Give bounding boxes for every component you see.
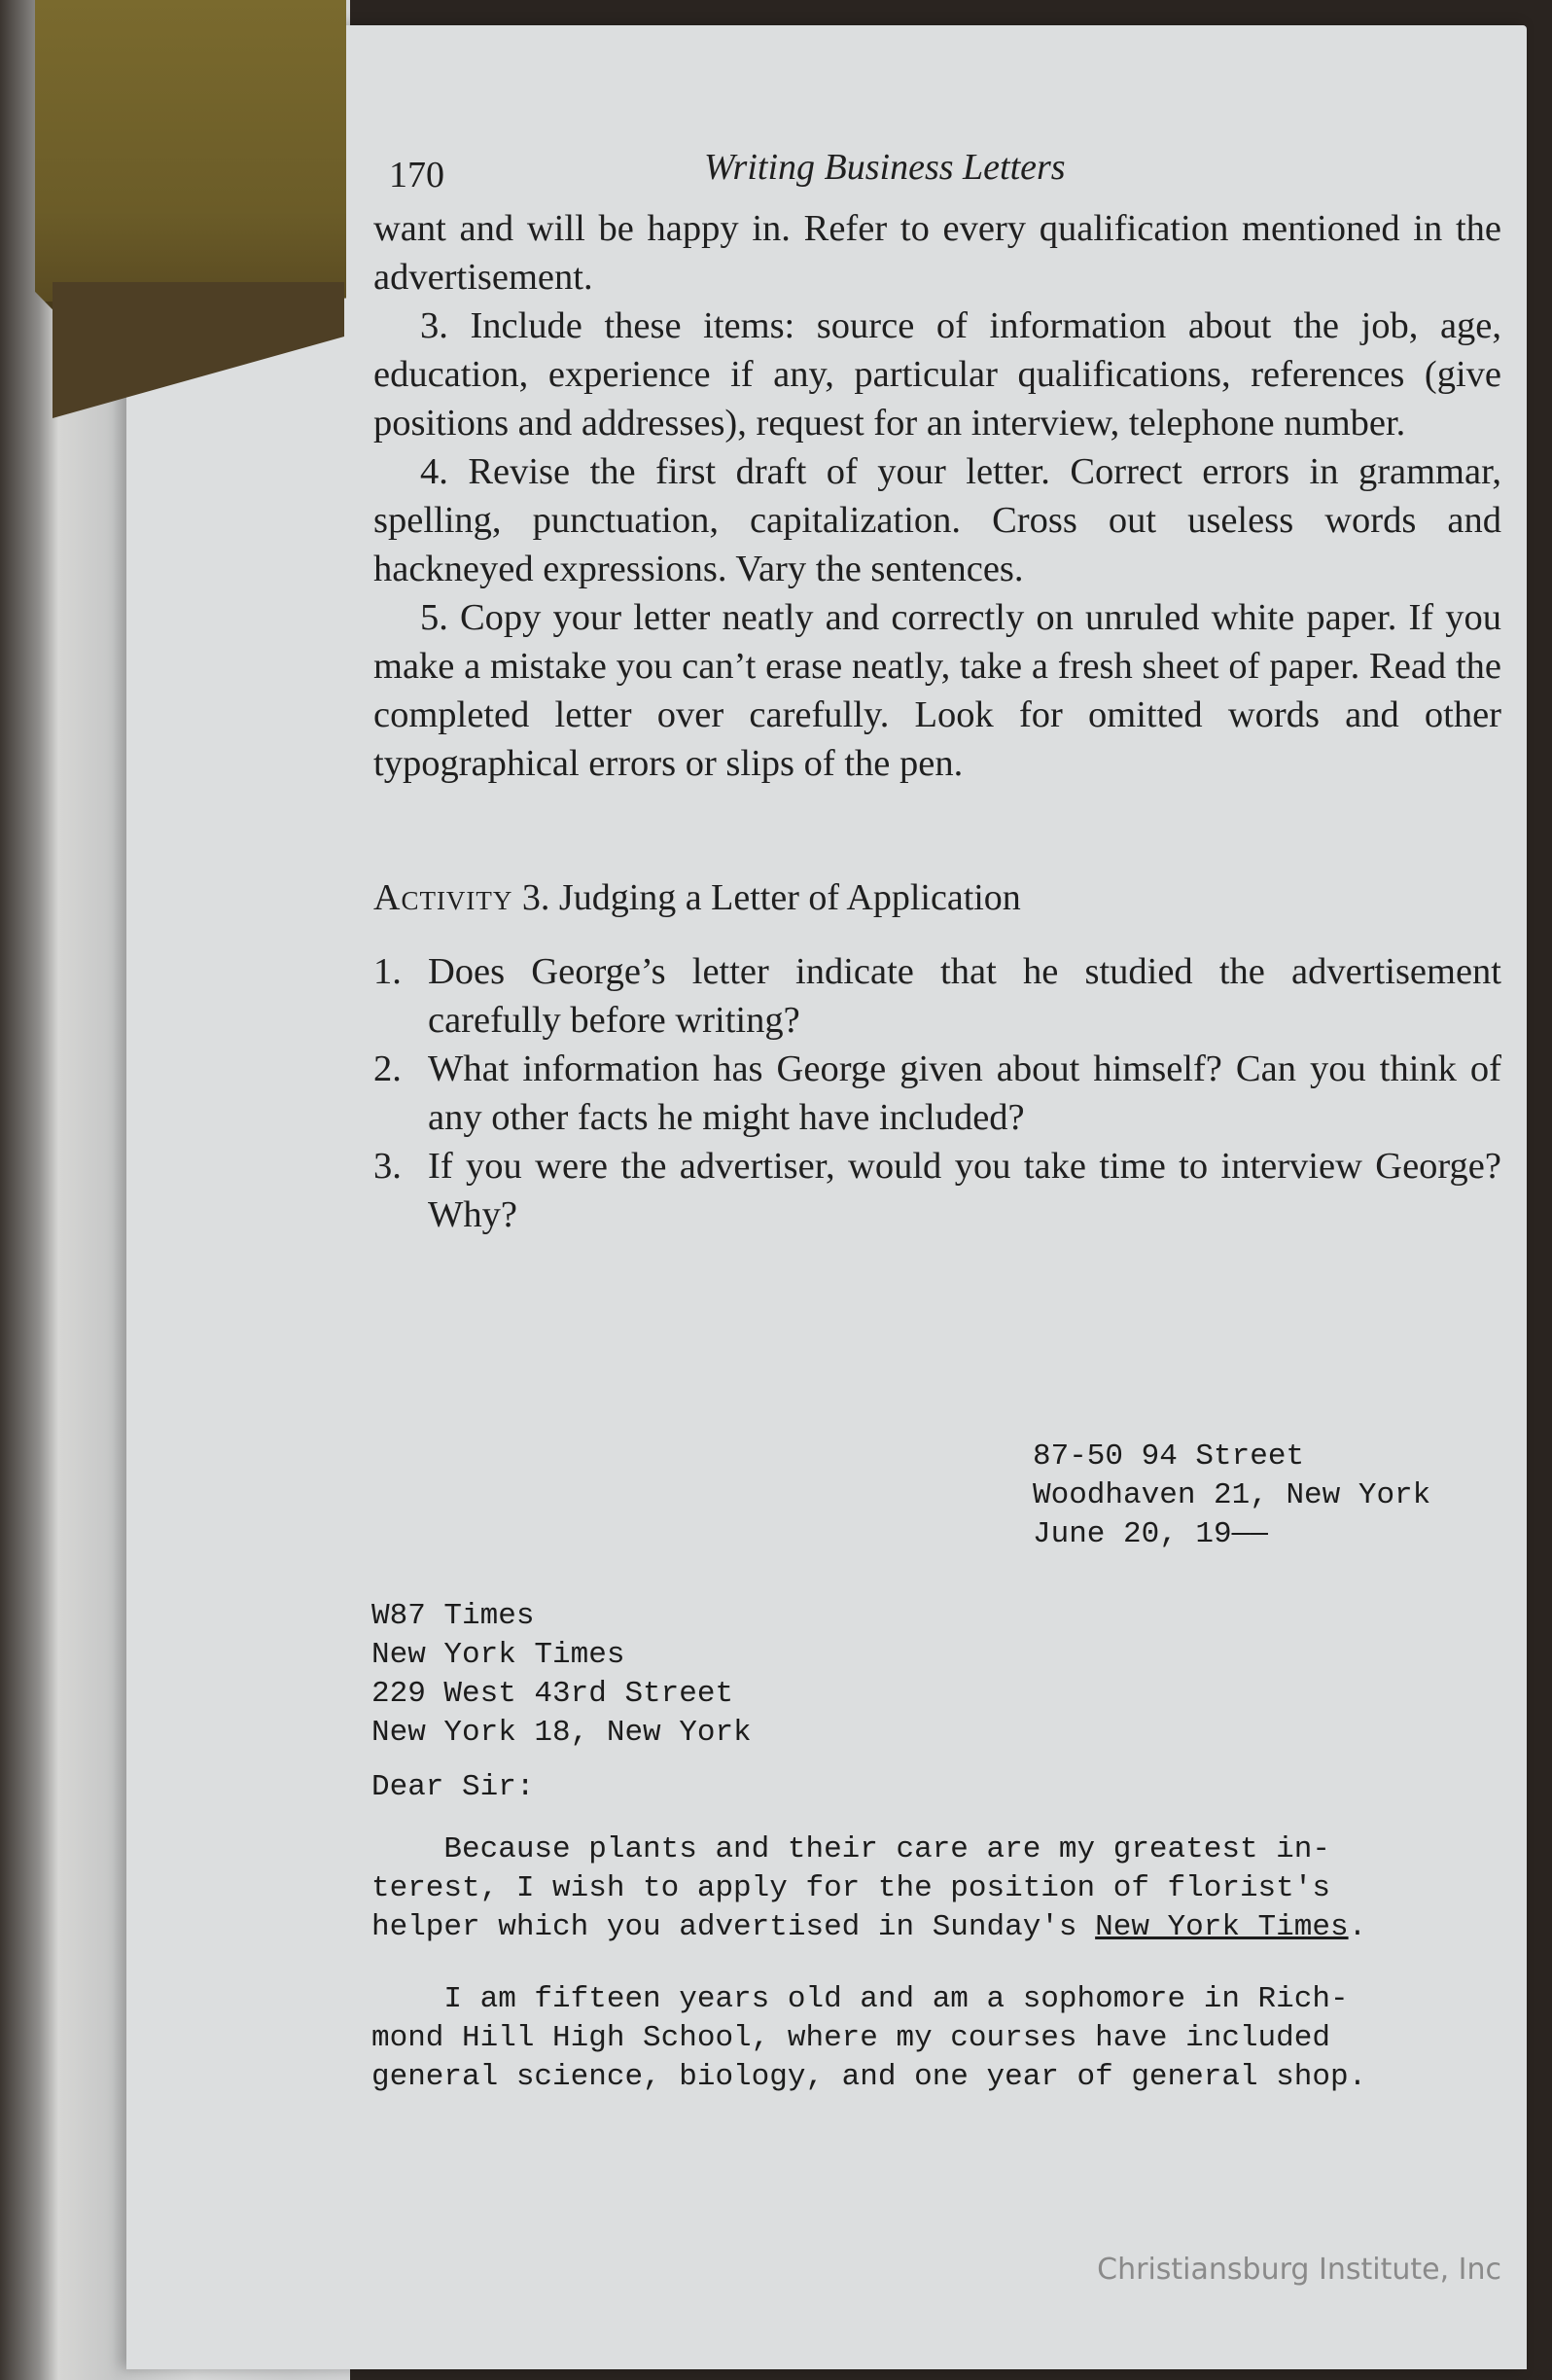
question-item [373, 1045, 1501, 1142]
salutation: Dear Sir: [371, 1770, 535, 1804]
return-address [1033, 1438, 1430, 1554]
question-text: Does George’s letter indicate that he studied the advertisement carefully before writing? [428, 951, 1501, 1041]
question-text: If you were the advertiser, would you take time to interview George? Why? [428, 1146, 1501, 1235]
running-title: Writing Business Letters [704, 147, 1066, 188]
letter-line: Because plants and their care are my greatest in- [371, 1832, 1330, 1866]
paragraph-step-3: 3. Include these items: source of information about the job, age, education, experience if any, particular qualifications, references (give positions and addresses), request for an interview, telephone number. [373, 305, 1501, 444]
letter-paragraph-2 [371, 1980, 1490, 2097]
bookmark-ribbon [35, 0, 346, 317]
letter-line-text: . [1348, 1910, 1367, 1944]
page-number: 170 [389, 155, 444, 195]
letter-paragraph-1 [371, 1830, 1490, 1947]
paragraph-step-5: 5. Copy your letter neatly and correctly on unruled white paper. If you make a mistake you can’t erase neatly, take a fresh sheet of paper. Read the completed letter over carefully. Look for omitted words and other typographical errors or slips of the pen. [373, 597, 1501, 784]
inside-address-line: New York 18, New York [371, 1716, 752, 1750]
inside-address-line: New York Times [371, 1638, 625, 1672]
return-address-line: Woodhaven 21, New York [1033, 1478, 1431, 1512]
activity-label: Activity [373, 877, 513, 918]
activity-title: Judging a Letter of Application [558, 877, 1021, 918]
activity-number: 3. [521, 877, 550, 918]
inside-address [371, 1597, 752, 1753]
inside-address-line: W87 Times [371, 1599, 535, 1633]
newspaper-name: New York Times [1095, 1910, 1349, 1944]
question-item [373, 947, 1501, 1045]
letter-line: general science, biology, and one year of general shop. [371, 2060, 1367, 2094]
question-number: 1. [373, 951, 402, 992]
letter-line [371, 1908, 1490, 1947]
question-item [373, 1142, 1501, 1239]
letter-line: I am fifteen years old and am a sophomore in Rich- [371, 1982, 1349, 2016]
paragraph-step-4: 4. Revise the first draft of your letter. Correct errors in grammar, spelling, punctuation, capitalization. Cross out useless words and hackneyed expressions. Vary the sentences. [373, 451, 1501, 589]
letter-line: terest, I wish to apply for the position of florist's [371, 1871, 1330, 1905]
return-address-line: June 20, 19—— [1033, 1517, 1268, 1551]
letter-line: mond Hill High School, where my courses have included [371, 2021, 1330, 2055]
paragraph-continued: want and will be happy in. Refer to every qualification mentioned in the advertisement. [373, 208, 1501, 298]
watermark: Christiansburg Institute, Inc [1097, 2253, 1501, 2287]
inside-address-line: 229 West 43rd Street [371, 1677, 734, 1711]
question-number: 2. [373, 1048, 402, 1089]
running-head [373, 146, 1501, 204]
page-content [373, 146, 1501, 1239]
body-text [373, 204, 1501, 788]
question-number: 3. [373, 1146, 402, 1187]
return-address-line: 87-50 94 Street [1033, 1439, 1305, 1474]
question-text: What information has George given about himself? Can you think of any other facts he might have included? [428, 1048, 1501, 1138]
activity-heading [373, 873, 1501, 922]
letter-line-text: helper which you advertised in Sunday's [371, 1910, 1096, 1944]
question-list [373, 947, 1501, 1239]
